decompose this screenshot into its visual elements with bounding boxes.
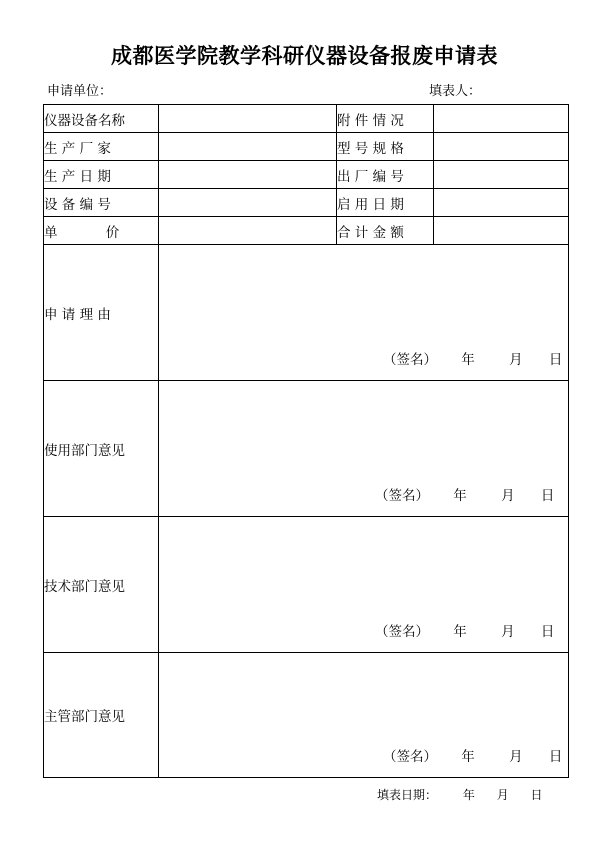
supervisor-dept-opinion-area[interactable] [159,653,569,778]
factory-number-field[interactable] [434,161,569,189]
unit-price-label: 单 价 [44,217,159,245]
start-date-field[interactable] [434,189,569,217]
model-spec-field[interactable] [434,133,569,161]
production-date-field[interactable] [159,161,337,189]
section-row [44,517,569,653]
device-name-label: 仪器设备名称 [44,105,159,133]
sign-month: 月 [501,488,515,504]
form-row [44,189,569,217]
section-label-user-dept: 使用部门意见 [44,381,159,517]
sign-year: 年 [461,749,475,765]
total-amount-label: 合 计 金 额 [337,217,434,245]
scrap-application-form [43,104,569,778]
device-number-label: 设 备 编 号 [44,189,159,217]
sign-year: 年 [453,488,467,504]
factory-number-label: 出 厂 编 号 [337,161,434,189]
sign-label: （签名） [375,488,429,504]
device-number-field[interactable] [159,189,337,217]
production-date-label: 生 产 日 期 [44,161,159,189]
signature-line [375,620,554,640]
applicant-unit-label: 申请单位： [47,84,113,99]
sign-label: （签名） [383,749,437,765]
sign-label: （签名） [375,624,429,640]
sign-month: 月 [509,749,523,765]
fill-date [377,786,543,803]
section-label-tech-dept: 技术部门意见 [44,517,159,653]
section-label-supervisor-dept: 主管部门意见 [44,653,159,778]
filler-label: 填表人： [429,84,482,99]
sign-label: （签名） [383,352,437,368]
form-row [44,105,569,133]
sign-month: 月 [501,624,515,640]
fill-date-label: 填表日期： [377,788,438,802]
model-spec-label: 型 号 规 格 [337,133,434,161]
manufacturer-label: 生 产 厂 家 [44,133,159,161]
sign-month: 月 [509,352,523,368]
fill-date-day: 日 [530,788,543,802]
sign-year: 年 [461,352,475,368]
tech-dept-opinion-area[interactable] [159,517,569,653]
sign-day: 日 [540,624,555,640]
accessories-label: 附 件 情 况 [337,105,434,133]
section-label-application-reason: 申 请 理 由 [44,245,159,381]
fill-date-year: 年 [462,788,475,802]
form-row [44,217,569,245]
accessories-field[interactable] [434,105,569,133]
section-row [44,245,569,381]
form-row [44,161,569,189]
fill-date-month: 月 [496,788,509,802]
manufacturer-field[interactable] [159,133,337,161]
sign-day: 日 [540,488,555,504]
unit-price-field[interactable] [159,217,337,245]
device-name-field[interactable] [159,105,337,133]
start-date-label: 启 用 日 期 [337,189,434,217]
application-reason-area[interactable] [159,245,569,381]
total-amount-field[interactable] [434,217,569,245]
form-row [44,133,569,161]
signature-line [383,745,562,765]
section-row [44,653,569,778]
sign-day: 日 [548,352,563,368]
signature-line [375,484,554,504]
signature-line [383,348,562,368]
sign-day: 日 [548,749,563,765]
sign-year: 年 [453,624,467,640]
user-dept-opinion-area[interactable] [159,381,569,517]
form-title: 成都医学院教学科研仪器设备报废申请表 [111,44,498,68]
section-row [44,381,569,517]
